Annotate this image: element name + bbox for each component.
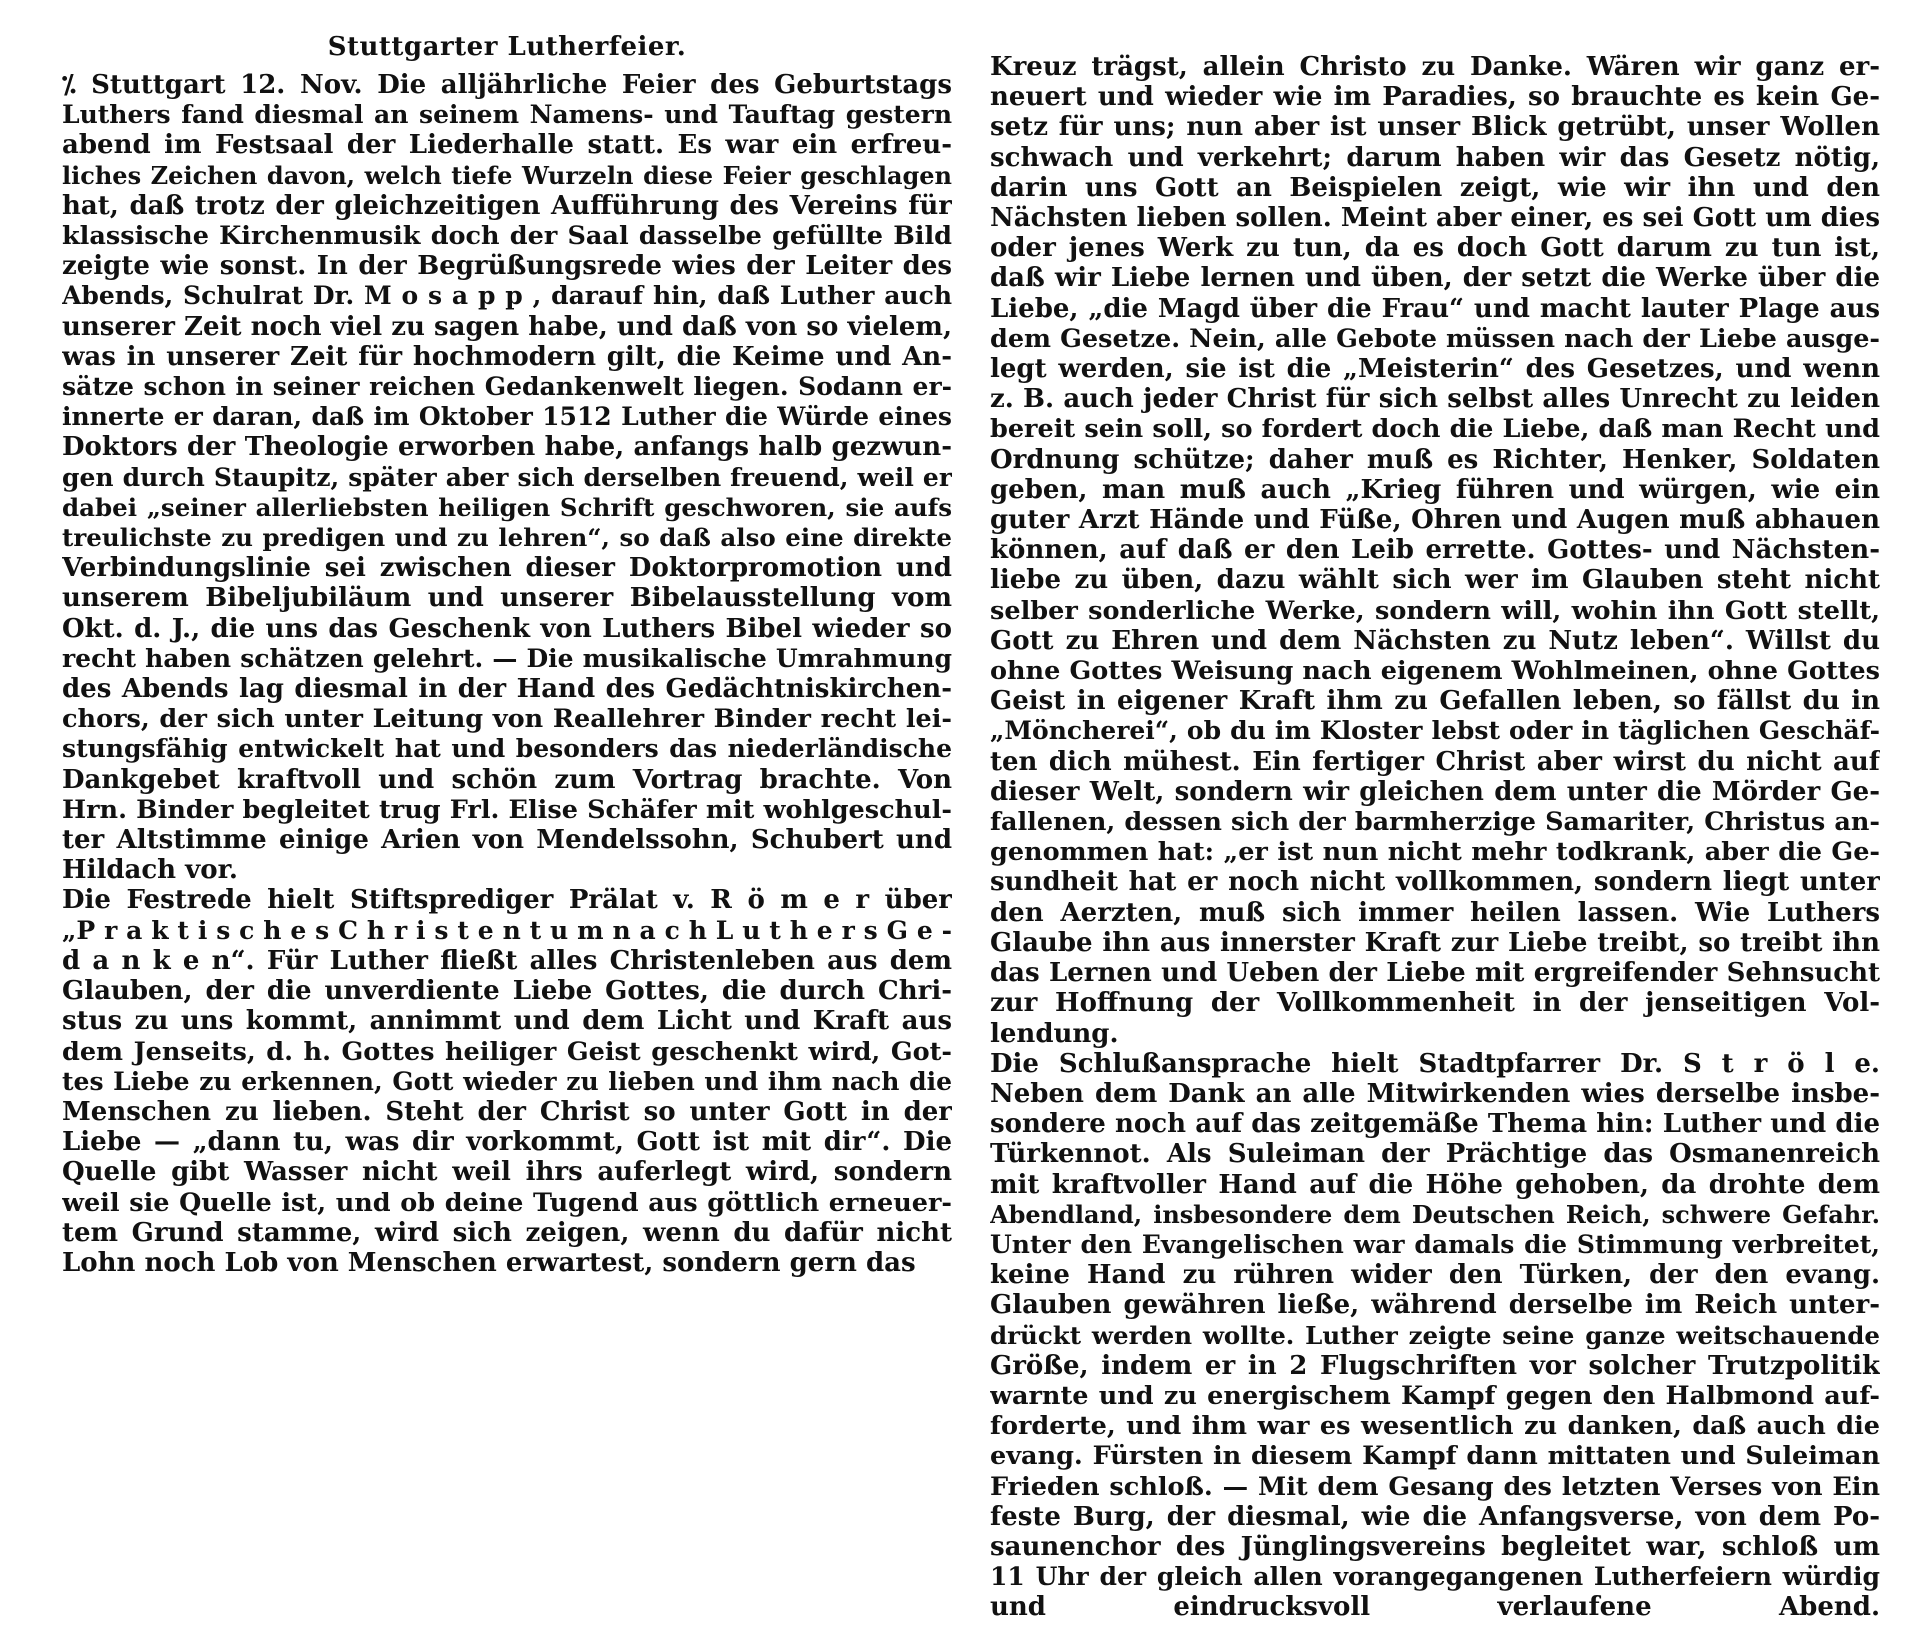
text-line: unserem Bibeljubiläum und unserer Bibelausstellung vom — [62, 583, 952, 614]
text-line: „P r a k t i s c h e s C h r i s t e n t u m n a c h L u t h e r s G e - — [62, 915, 952, 945]
text-line: das Lernen und Ueben der Liebe mit ergreifender Sehnsucht — [990, 958, 1880, 989]
text-line: fallenen, dessen sich der barmherzige Samariter, Christus an- — [990, 807, 1880, 838]
text-line: recht haben schätzen gelehrt. — Die musikalische Umrahmung — [62, 643, 952, 673]
text-line: sondere noch auf das zeitgemäße Thema hin: Luther und die — [990, 1109, 1880, 1140]
text-line: Dankgebet kraftvoll und schön zum Vortrag brachte. Von — [62, 764, 952, 795]
text-line: tem Grund stamme, wird sich zeigen, wenn du dafür nicht — [62, 1217, 952, 1248]
text-line: Ordnung schütze; daher muß es Richter, Henker, Soldaten — [990, 444, 1880, 475]
text-line: liebe zu üben, dazu wählt sich wer im Glauben steht nicht — [990, 565, 1880, 596]
text-line: legt werden, sie ist die „Meisterin“ des Gesetzes, und wenn — [990, 354, 1880, 385]
text-line: Unter den Evangelischen war damals die Stimmung verbreitet, — [990, 1229, 1880, 1259]
text-line: stungsfähig entwickelt hat und besonders das niederländische — [62, 734, 952, 764]
text-line: saunenchor des Jünglingsvereins begleitet war, schloß um — [990, 1531, 1880, 1562]
text-line: z. B. auch jeder Christ für sich selbst alles Unrecht zu leiden — [990, 384, 1880, 415]
text-line: liches Zeichen davon, welch tiefe Wurzeln diese Feier geschlagen — [62, 160, 952, 190]
text-line: „Möncherei“, ob du im Kloster lebst oder in täglichen Geschäf- — [990, 716, 1880, 746]
text-line: gen durch Staupitz, später aber sich derselben freuend, weil er — [62, 462, 952, 492]
text-line: d a n k e n“. Für Luther fließt alles Christenleben aus dem — [62, 945, 952, 976]
text-line: weil sie Quelle ist, und ob deine Tugend aus göttlich erneuer- — [62, 1187, 952, 1218]
text-line: Frieden schloß. — Mit dem Gesang des letzten Verses von Ein — [990, 1471, 1880, 1502]
text-line: chors, der sich unter Leitung von Reallehrer Binder recht lei- — [62, 704, 952, 735]
text-line: bereit sein soll, so fordert doch die Liebe, daß man Recht und — [990, 414, 1880, 445]
text-line: Quelle gibt Wasser nicht weil ihrs auferlegt wird, sondern — [62, 1157, 952, 1188]
text-line: schwach und verkehrt; darum haben wir das Gesetz nötig, — [990, 142, 1880, 173]
text-line: dieser Welt, sondern wir gleichen dem unter die Mörder Ge- — [990, 776, 1880, 807]
text-line: Glaube ihn aus innerster Kraft zur Liebe treibt, so treibt ihn — [990, 927, 1880, 958]
right-column — [990, 52, 1880, 1623]
text-line: Menschen zu lieben. Steht der Christ so unter Gott in der — [62, 1096, 952, 1127]
text-line: Liebe — „dann tu, was dir vorkommt, Gott ist mit dir“. Die — [62, 1127, 952, 1158]
text-line: oder jenes Werk zu tun, da es doch Gott darum zu tun ist, — [990, 233, 1880, 264]
text-line: sätze schon in seiner reichen Gedankenwelt liegen. Sodann er- — [62, 372, 952, 402]
text-line: dem Jenseits, d. h. Gottes heiliger Geist geschenkt wird, Got- — [62, 1036, 952, 1067]
text-line: 11 Uhr der gleich allen vorangegangenen Lutherfeiern würdig — [990, 1562, 1880, 1592]
text-line: ⁒ Stuttgart 12. Nov. Die alljährliche Feier des Geburtstags — [62, 70, 952, 100]
text-line: guter Arzt Hände und Füße, Ohren und Augen muß abhauen — [990, 505, 1880, 536]
article-headline: Stuttgarter Lutherfeier. — [327, 32, 687, 62]
text-line: warnte und zu energischem Kampf gegen den Halbmond auf- — [990, 1380, 1880, 1411]
text-line: Türkennot. Als Suleiman der Prächtige das Osmanenreich — [990, 1139, 1880, 1170]
text-line: tes Liebe zu erkennen, Gott wieder zu lieben und ihm nach die — [62, 1066, 952, 1096]
text-line: hat, daß trotz der gleichzeitigen Aufführung des Vereins für — [62, 190, 952, 221]
text-line: abend im Festsaal der Liederhalle statt. Es war ein erfreu- — [62, 130, 952, 161]
text-line: setz für uns; nun aber ist unser Blick getrübt, unser Wollen — [990, 112, 1880, 143]
text-line: Glauben, der die unverdiente Liebe Gottes, die durch Chri- — [62, 976, 952, 1007]
text-line: forderte, und ihm war es wesentlich zu danken, daß auch die — [990, 1411, 1880, 1442]
text-line: Abendland, insbesondere dem Deutschen Reich, schwere Gefahr. — [990, 1199, 1880, 1229]
text-line: drückt werden wollte. Luther zeigte seine ganze weitschauende — [990, 1320, 1880, 1350]
text-line: innerte er daran, daß im Oktober 1512 Luther die Würde eines — [62, 402, 952, 432]
left-column-text — [62, 70, 952, 1278]
text-line: Okt. d. J., die uns das Geschenk von Luthers Bibel wieder so — [62, 613, 952, 644]
text-line: Die Festrede hielt Stiftsprediger Prälat v. R ö m e r über — [62, 885, 952, 916]
text-line: ohne Gottes Weisung nach eigenem Wohlmeinen, ohne Gottes — [990, 656, 1880, 687]
left-column — [62, 30, 952, 1278]
text-line: Glauben gewähren ließe, während derselbe im Reich unter- — [990, 1290, 1880, 1321]
text-line: Abends, Schulrat Dr. M o s a p p , darauf hin, daß Luther auch — [62, 281, 952, 311]
text-line: unserer Zeit noch viel zu sagen habe, und daß von so vielem, — [62, 311, 952, 342]
text-line: evang. Fürsten in diesem Kampf dann mittaten und Suleiman — [990, 1441, 1880, 1472]
text-line: Größe, indem er in 2 Flugschriften vor solcher Trutzpolitik — [990, 1350, 1880, 1381]
text-line: Verbindungslinie sei zwischen dieser Doktorpromotion und — [62, 553, 952, 584]
text-line: klassische Kirchenmusik doch der Saal dasselbe gefüllte Bild — [62, 221, 952, 252]
text-line: Hrn. Binder begleitet trug Frl. Elise Schäfer mit wohlgeschul- — [62, 794, 952, 825]
text-line: Kreuz trägst, allein Christo zu Danke. Wären wir ganz er- — [990, 52, 1880, 82]
text-line: keine Hand zu rühren wider den Türken, der den evang. — [990, 1260, 1880, 1291]
text-line: Geist in eigener Kraft ihm zu Gefallen leben, so fällst du in — [990, 686, 1880, 717]
text-line: genommen hat: „er ist nun nicht mehr todkrank, aber die Ge- — [990, 837, 1880, 868]
text-line: darin uns Gott an Beispielen zeigt, wie wir ihn und den — [990, 172, 1880, 203]
text-line: ter Altstimme einige Arien von Mendelssohn, Schubert und — [62, 825, 952, 856]
text-line: daß wir Liebe lernen und üben, der setzt die Werke über die — [990, 263, 1880, 294]
text-line: treulichste zu predigen und zu lehren“, so daß also eine direkte — [62, 523, 952, 553]
text-line: lendung. — [990, 1018, 1119, 1049]
text-line: Die Schlußansprache hielt Stadtpfarrer Dr. S t r ö l e. — [990, 1048, 1880, 1079]
text-line: neuert und wieder wie im Paradies, so brauchte es kein Ge- — [990, 82, 1880, 113]
text-line: stus zu uns kommt, annimmt und dem Licht und Kraft aus — [62, 1006, 952, 1037]
text-line: geben, man muß auch „Krieg führen und würgen, wie ein — [990, 474, 1880, 505]
text-line: Neben dem Dank an alle Mitwirkenden wies derselbe insbe- — [990, 1078, 1880, 1109]
text-line: feste Burg, der diesmal, wie die Anfangsverse, von dem Po- — [990, 1501, 1880, 1532]
text-line: zeigte wie sonst. In der Begrüßungsrede wies der Leiter des — [62, 251, 952, 282]
text-line: was in unserer Zeit für hochmodern gilt, die Keime und An- — [62, 341, 952, 372]
text-line: Lohn noch Lob von Menschen erwartest, sondern gern das — [62, 1247, 916, 1278]
text-line: dabei „seiner allerliebsten heiligen Schrift geschworen, sie aufs — [62, 492, 952, 522]
text-line: selber sonderliche Werke, sondern will, wohin ihn Gott stellt, — [990, 595, 1880, 626]
text-line: Liebe, „die Magd über die Frau“ und macht lauter Plage aus — [990, 293, 1880, 324]
text-line: dem Gesetze. Nein, alle Gebote müssen nach der Liebe ausge- — [990, 323, 1880, 354]
text-line: Nächsten lieben sollen. Meint aber einer, es sei Gott um dies — [990, 203, 1880, 234]
text-line: den Aerzten, muß sich immer heilen lassen. Wie Luthers — [990, 897, 1880, 928]
text-line: mit kraftvoller Hand auf die Höhe gehoben, da drohte dem — [990, 1169, 1880, 1200]
text-line: sundheit hat er noch nicht vollkommen, sondern liegt unter — [990, 867, 1880, 898]
text-line: Gott zu Ehren und dem Nächsten zu Nutz leben“. Willst du — [990, 625, 1880, 656]
text-line: können, auf daß er den Leib errette. Gottes- und Nächsten- — [990, 535, 1880, 566]
text-line: zur Hoffnung der Vollkommenheit in der jenseitigen Vol- — [990, 988, 1880, 1019]
text-line: des Abends lag diesmal in der Hand des Gedächtniskirchen- — [62, 674, 952, 705]
text-line: Hildach vor. — [62, 855, 238, 886]
text-line: ten dich mühest. Ein fertiger Christ aber wirst du nicht auf — [990, 746, 1880, 777]
text-line: Luthers fand diesmal an seinem Namens- und Tauftag gestern — [62, 100, 952, 130]
text-line: und eindrucksvoll verlaufene Abend. — [990, 1592, 1880, 1623]
text-line: Doktors der Theologie erworben habe, anfangs halb gezwun- — [62, 432, 952, 463]
right-column-text — [990, 52, 1880, 1623]
